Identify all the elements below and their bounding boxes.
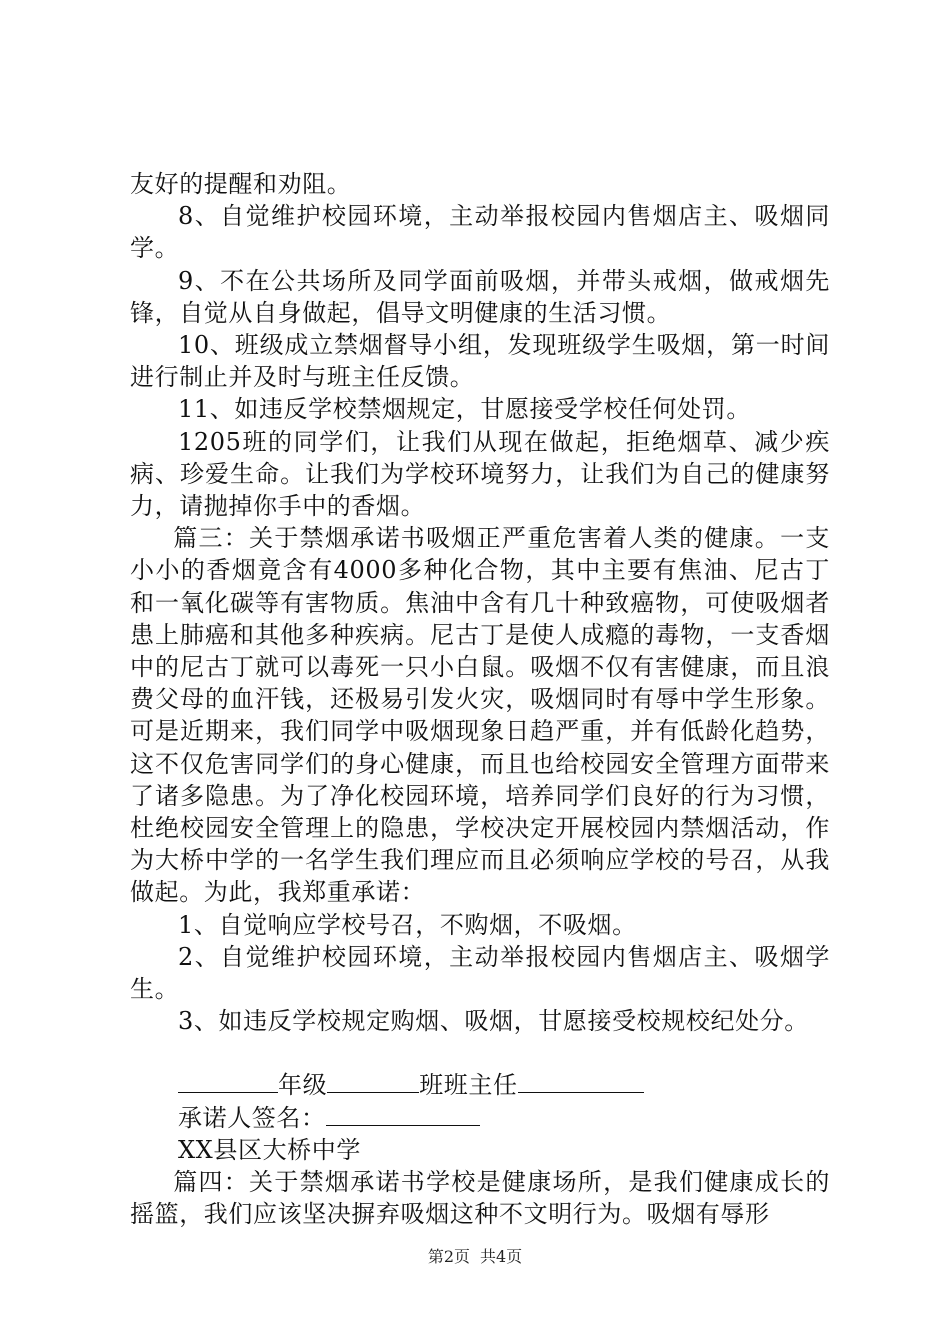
document-body	[130, 168, 830, 1231]
pledge-item-1: 1、自觉响应学校号召，不购烟，不吸烟。	[178, 910, 637, 939]
page-number: 第2页	[427, 1247, 470, 1266]
item-10: 10、班级成立禁烟督导小组，发现班级学生吸烟，第一时间进行制止并及时与班主任反馈。	[130, 331, 830, 392]
page-footer	[0, 1244, 950, 1267]
class-blank	[327, 1070, 419, 1093]
item-9: 9、不在公共场所及同学面前吸烟，并带头戒烟，做戒烟先锋，自觉从自身做起，倡导文明健康的生活习惯。	[130, 266, 830, 327]
signer-line	[130, 1102, 830, 1134]
spacer	[130, 1037, 830, 1069]
item-8: 8、自觉维护校园环境，主动举报校园内售烟店主、吸烟同学。	[130, 202, 830, 263]
class-appeal-paragraph: 1205班的同学们，让我们从现在做起，拒绝烟草、减少疾病、珍爱生命。让我们为学校环境努力，让我们为自己的健康努力，请抛掉你手中的香烟。	[130, 427, 830, 521]
school-name	[130, 1134, 830, 1166]
teacher-blank	[518, 1070, 644, 1093]
grade-class-line	[130, 1069, 830, 1101]
school-name-text: XX县区大桥中学	[178, 1135, 361, 1164]
item-11: 11、如违反学校禁烟规定，甘愿接受学校任何处罚。	[178, 395, 751, 424]
pledge-item-2: 2、自觉维护校园环境，主动举报校园内售烟店主、吸烟学生。	[130, 942, 830, 1004]
pledge-item-3: 3、如违反学校规定购烟、吸烟，甘愿接受校规校纪处分。	[178, 1007, 809, 1036]
grade-label: 年级	[278, 1071, 328, 1100]
signer-blank	[326, 1103, 480, 1126]
section-4-paragraph: 篇四：关于禁烟承诺书学校是健康场所，是我们健康成长的摇篮，我们应该坚决摒弃吸烟这种不文明行为。吸烟有辱形	[130, 1168, 830, 1229]
page-total: 共4页	[480, 1247, 523, 1266]
paragraph-continuation: 友好的提醒和劝阻。	[130, 170, 352, 198]
section-3-paragraph: 篇三：关于禁烟承诺书吸烟正严重危害着人类的健康。一支小小的香烟竟含有4000多种化合物，其中主要有焦油、尼古丁和一氧化碳等有害物质。焦油中含有几十种致癌物，可使吸烟者患上肺癌和其他多种疾病。尼古丁是使人成瘾的毒物，一支香烟中的尼古丁就可以毒死一只小白鼠。吸烟不仅有害健康，而且浪费父母的血汗钱，还极易引发火灾，吸烟同时有辱中学生形象。可是近期来，我们同学中吸烟现象日趋严重，并有低龄化趋势，这不仅危害同学们的身心健康，而且也给校园安全管理方面带来了诸多隐患。为了净化校园环境，培养同学们良好的行为习惯，杜绝校园安全管理上的隐患，学校决定开展校园内禁烟活动，作为大桥中学的一名学生我们理应而且必须响应学校的号召，从我做起。为此，我郑重承诺：	[130, 524, 830, 907]
class-teacher-label: 班班主任	[419, 1071, 518, 1100]
grade-blank	[178, 1070, 278, 1093]
signer-label: 承诺人签名：	[178, 1103, 326, 1132]
